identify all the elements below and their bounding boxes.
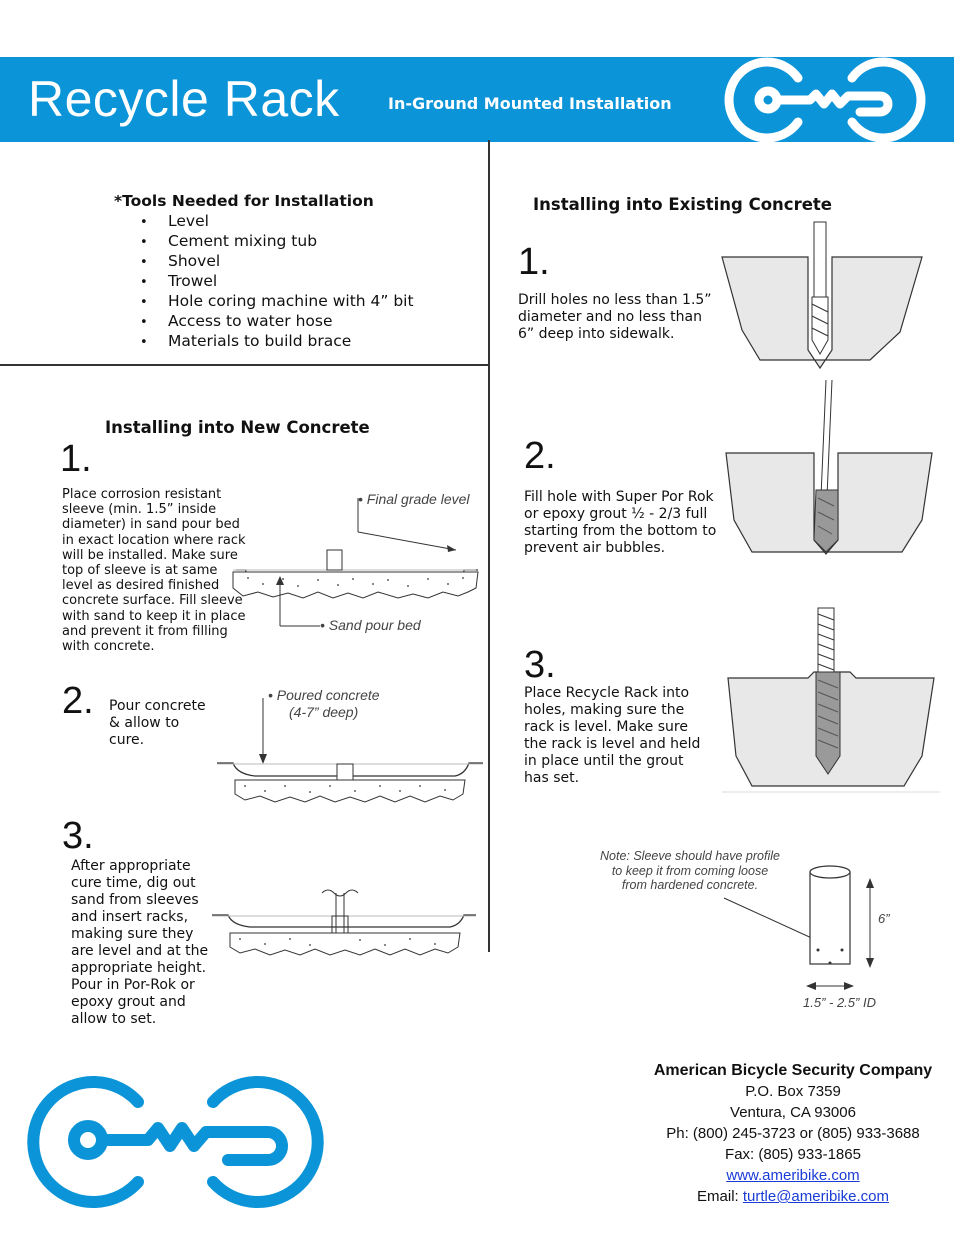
sleeve-diagram [720,860,900,1010]
key-chain-logo-icon [18,1072,338,1212]
sleeve-note: Note: Sleeve should have profile to keep it from coming loose from hardened concrete. [600,849,780,892]
caption-text: Poured concrete [276,687,380,703]
sand-pour-caption: • Sand pour bed [320,617,421,633]
contact-block [598,1060,954,1207]
poured-concrete-caption: • Poured concrete [268,687,380,703]
grout-diagram [722,380,937,555]
section-divider [0,364,489,366]
list-item: • Level [140,212,414,232]
tools-list [140,212,414,352]
step-text: Place corrosion resistant sleeve (min. 1.5” inside diameter) in sand pour bed in exact location where rack will be installed. Make sure top of sleeve is at same level as desired finished concrete surface. Fill sleeve with sand to keep it in place and prevent it from filling with concrete. [62,487,246,655]
step-text: Drill holes no less than 1.5” diameter and no less than 6” deep into sidewalk. [518,292,712,342]
city-line: Ventura, CA 93006 [730,1104,856,1121]
step-text: Pour concrete & allow to cure. [109,698,206,748]
key-chain-logo-icon [720,58,930,142]
page-subtitle: In-Ground Mounted Installation [388,94,672,113]
step-number: 1. [60,438,92,480]
step-text: Fill hole with Super Por Rok or epoxy grout ½ - 2/3 full starting from the bottom to prevent air bubbles. [524,489,717,556]
fax-line: Fax: (805) 933-1865 [725,1146,861,1163]
caption-text: Final grade level [366,491,470,507]
step-number: 3. [524,644,556,686]
depth-caption: (4-7” deep) [289,704,359,720]
drill-diagram [720,222,930,372]
caption-text: Sand pour bed [328,617,421,633]
list-item: • Trowel [140,272,414,292]
page-title: Recycle Rack [28,71,340,127]
email-line [598,1186,954,1207]
insert-rack-diagram [210,885,480,965]
sleeve-diameter-label: 1.5” - 2.5” ID [803,995,876,1010]
column-divider [488,140,490,952]
po-box: P.O. Box 7359 [745,1083,841,1100]
step-text: After appropriate cure time, dig out sand from sleeves and insert racks, making sure they are level and at the appropriate height. Pour in Por-Rok or epoxy grout and allow to set. [71,858,209,1027]
step-number: 3. [62,815,94,857]
list-item: • Shovel [140,252,414,272]
step-number: 2. [62,680,94,722]
company-name: American Bicycle Security Company [653,1062,933,1079]
phone-line: Ph: (800) 245-3723 or (805) 933-3688 [666,1125,920,1142]
list-item: • Cement mixing tub [140,232,414,252]
list-item: • Materials to build brace [140,332,414,352]
rack-installed-diagram [722,606,942,796]
list-item: • Access to water hose [140,312,414,332]
email-link[interactable]: turtle@ameribike.com [742,1188,889,1205]
new-concrete-title: Installing into New Concrete [105,418,370,437]
website-link[interactable]: www.ameribike.com [726,1167,860,1184]
step-text: Place Recycle Rack into holes, making sure the rack is level. Make sure the rack is level and held in place until the grout has set. [524,685,701,786]
step-number: 2. [524,435,556,477]
step-number: 1. [518,241,550,283]
tools-title: *Tools Needed for Installation [114,192,374,210]
final-grade-caption: • Final grade level [358,491,470,507]
existing-concrete-title: Installing into Existing Concrete [533,195,832,214]
list-item: • Hole coring machine with 4” bit [140,292,414,312]
email-label: Email: [697,1188,743,1205]
sleeve-height-label: 6” [878,911,890,926]
